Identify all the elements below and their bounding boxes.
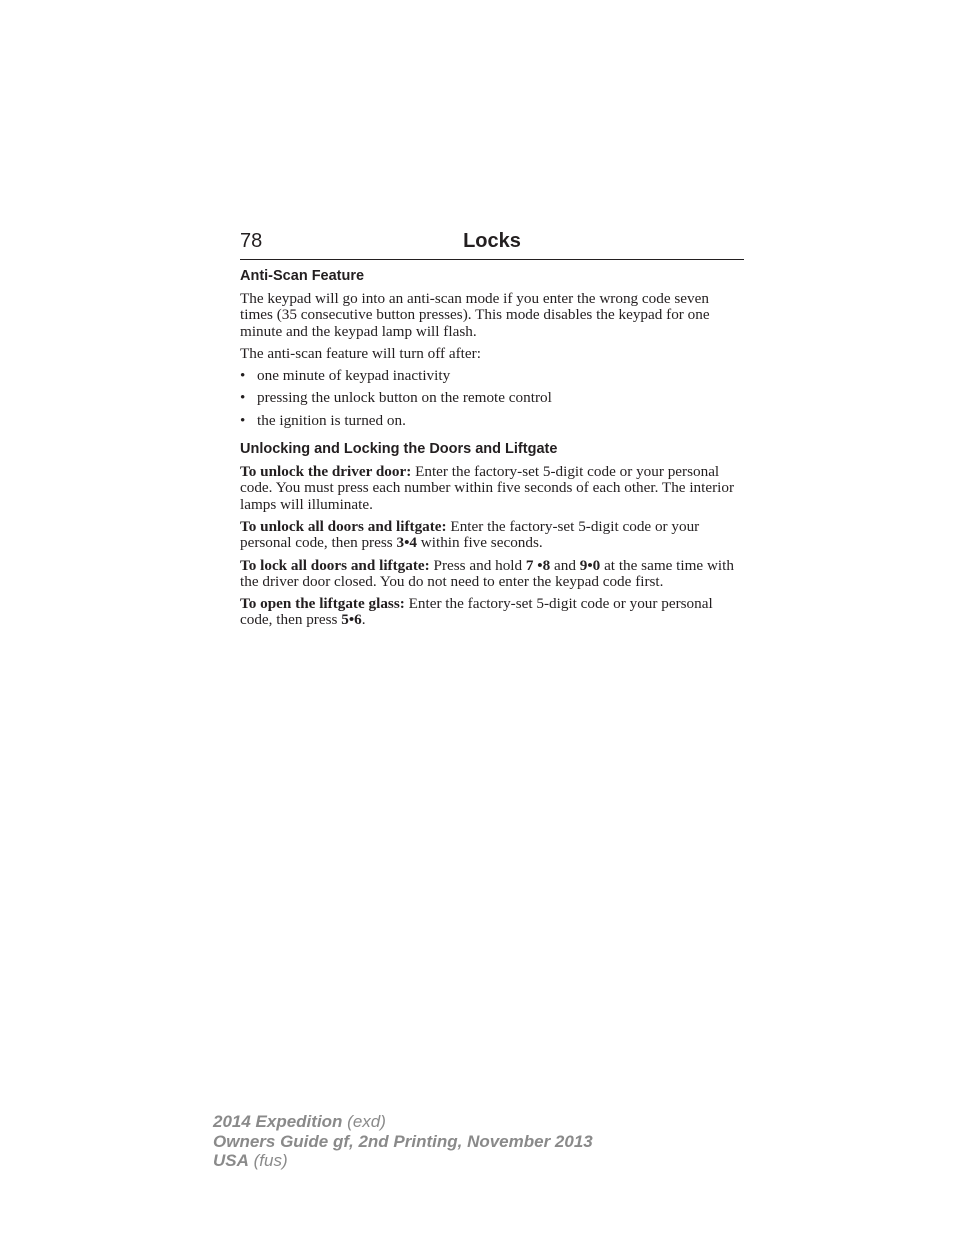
footer-line-model — [213, 1112, 593, 1132]
unlock-driver-door-paragraph — [240, 464, 744, 513]
lock-all-doors-keys-2: 9•0 — [579, 556, 601, 574]
anti-scan-description: The keypad will go into an anti-scan mode if you enter the wrong code seven times (35 consecutive button presses). This mode disables the keypad for one minute and the keypad lamp will flash. — [240, 290, 710, 340]
unlock-all-doors-text: Enter the factory-set 5-digit code or your personal code, then press — [240, 517, 700, 552]
unlock-all-doors-label: To unlock all doors and liftgate: — [240, 517, 447, 535]
unlock-all-doors-text-end: within five seconds. — [416, 534, 543, 552]
anti-scan-heading: Anti-Scan Feature — [240, 268, 365, 284]
open-liftgate-glass-text-end: . — [361, 611, 366, 629]
footer-model-code: (exd) — [342, 1112, 386, 1131]
lock-all-doors-text-mid: and — [550, 556, 580, 574]
page-header — [240, 228, 744, 260]
list-item — [240, 390, 744, 406]
list-item-text: pressing the unlock button on the remote control — [257, 389, 552, 407]
bullet-icon: • — [240, 389, 246, 407]
lock-all-doors-label: To lock all doors and liftgate: — [240, 556, 430, 574]
anti-scan-conditions-list — [240, 368, 744, 429]
page-footer — [213, 1112, 593, 1171]
unlock-driver-door-text: Enter the factory-set 5-digit code or your personal code. You must press each number within five seconds of each other. The interior lamps will illuminate. — [240, 463, 735, 513]
lock-all-doors-text: Press and hold — [429, 556, 526, 574]
list-item — [240, 368, 744, 384]
unlock-all-doors-keys: 3•4 — [396, 534, 417, 552]
unlock-driver-door-label: To unlock the driver door: — [240, 463, 412, 481]
bullet-icon: • — [240, 367, 246, 385]
unlocking-heading: Unlocking and Locking the Doors and Liftgate — [240, 441, 558, 458]
page-number: 78 — [240, 230, 263, 252]
open-liftgate-glass-text: Enter the factory-set 5-digit code or your personal code, then press — [240, 595, 713, 629]
footer-line-region — [213, 1151, 593, 1171]
list-item-text: one minute of keypad inactivity — [257, 367, 451, 385]
open-liftgate-glass-label: To open the liftgate glass: — [240, 595, 405, 613]
list-item-text: the ignition is turned on. — [257, 411, 406, 429]
footer-region: USA — [213, 1151, 249, 1170]
open-liftgate-glass-keys: 5•6 — [341, 611, 362, 629]
footer-model: 2014 Expedition — [213, 1112, 343, 1131]
open-liftgate-glass-paragraph — [240, 596, 744, 629]
lock-all-doors-paragraph — [240, 558, 744, 591]
list-item — [240, 413, 744, 429]
footer-region-code: (fus) — [248, 1151, 288, 1170]
lock-all-doors-keys-1: 7 •8 — [525, 556, 551, 574]
footer-guide-edition: Owners Guide gf, 2nd Printing, November 2013 — [213, 1131, 593, 1151]
anti-scan-turn-off-intro: The anti-scan feature will turn off after: — [240, 344, 481, 362]
unlock-all-doors-paragraph — [240, 519, 744, 552]
chapter-title: Locks — [463, 230, 521, 252]
page-content — [240, 266, 744, 635]
footer-line-guide — [213, 1132, 593, 1152]
bullet-icon: • — [240, 411, 246, 429]
lock-all-doors-text-end: at the same time with the driver door closed. You do not need to enter the keypad code first. — [240, 556, 734, 590]
